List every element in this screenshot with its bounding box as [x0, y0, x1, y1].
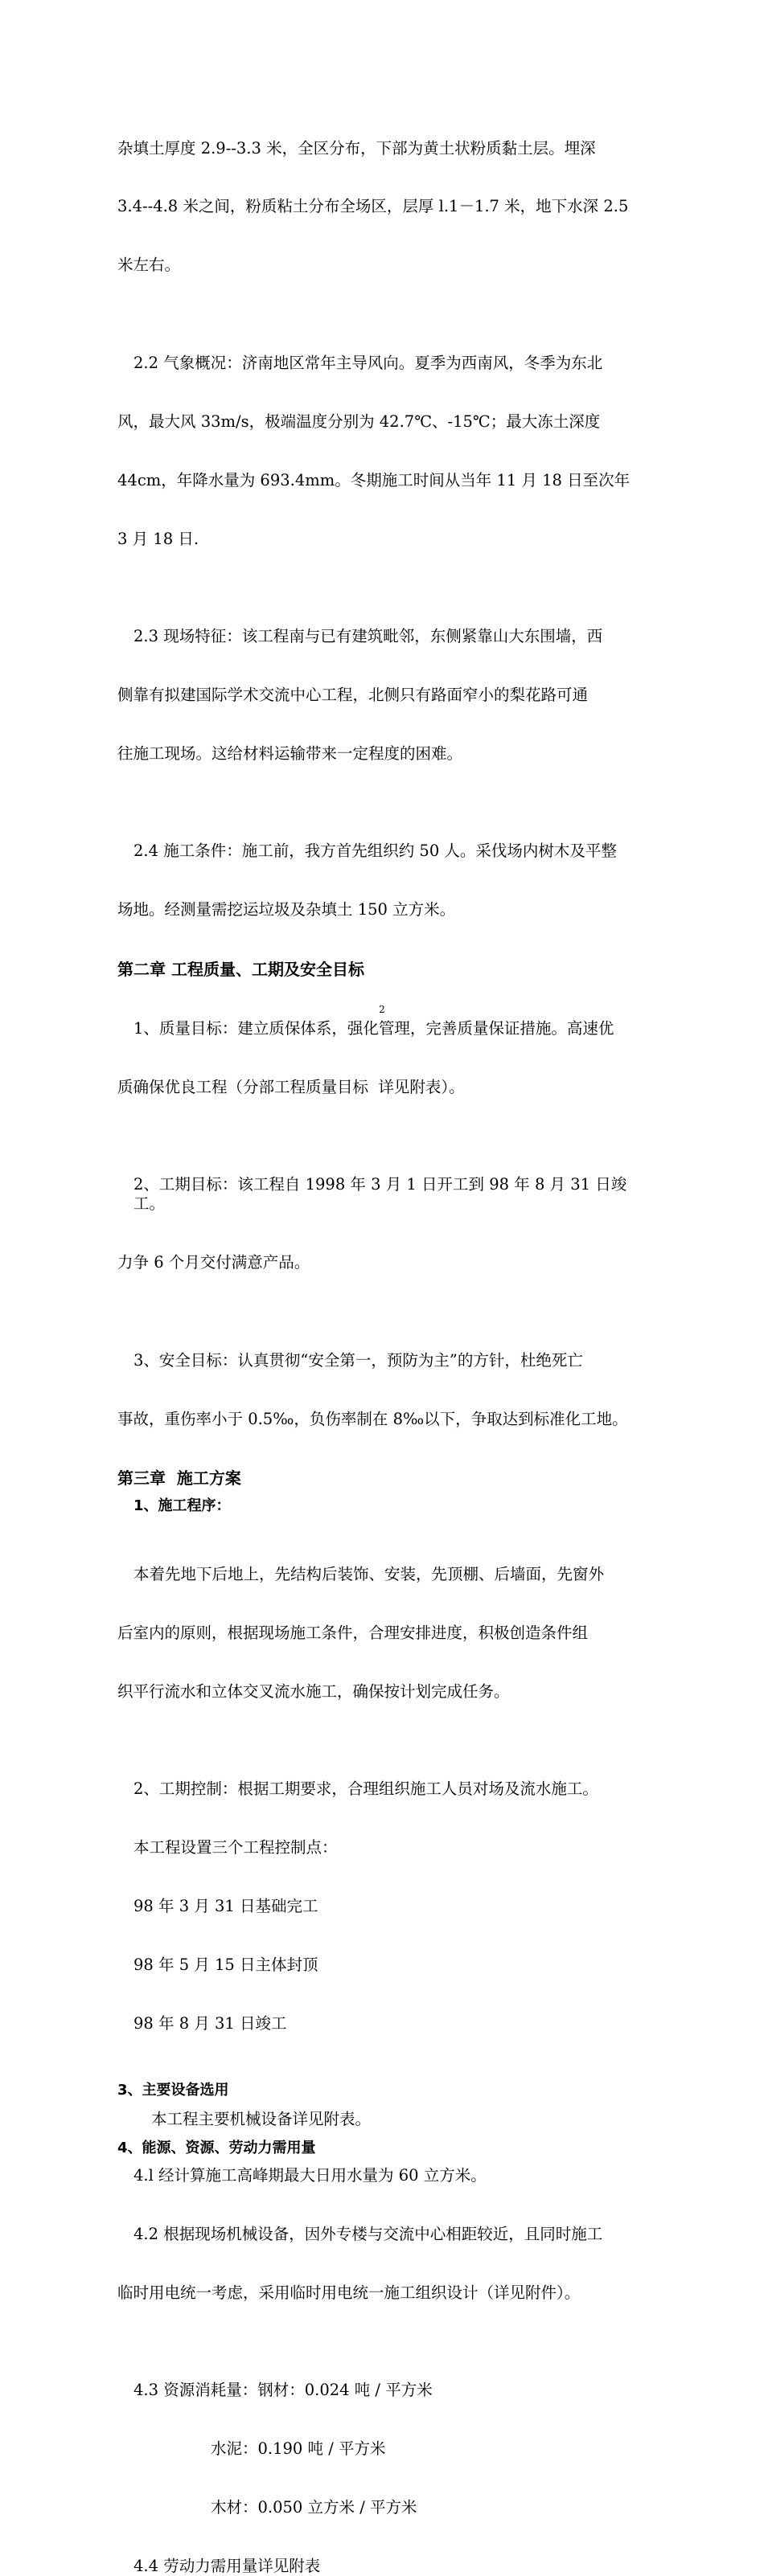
section-3-heading: 3、主要设备选用 — [117, 2081, 229, 2099]
text-line: 后室内的原则，根据现场施工条件，合理安排进度，积极创造条件组 — [117, 1623, 589, 1642]
text-line: 风，最大风 33m/s，极端温度分别为 42.7℃、-15℃；最大冻土深度 — [117, 412, 601, 431]
text-line: 事故，重伤率小于 0.5‰，负伤率制在 8‰以下，争取达到标准化工地。 — [117, 1409, 628, 1428]
text-line: 本工程设置三个工程控制点： — [133, 1838, 338, 1857]
text-line: 3.4--4.8 米之间，粉质粘土分布全场区，层厚 l.1－1.7 米，地下水深 2.5 — [117, 197, 629, 216]
text-line: 侧靠有拟建国际学术交流中心工程，北侧只有路面窄小的梨花路可通 — [117, 685, 589, 704]
paragraph-conditions — [117, 803, 655, 959]
text-line: 临时用电统一考虑，采用临时用电统一施工组织设计（详见附件）。 — [117, 2283, 581, 2302]
text-line: 2.3 现场特征：该工程南与已有建筑毗邻，东侧紧靠山大东围墙，西 — [133, 627, 603, 646]
text-line: 44cm，年降水量为 693.4mm。冬期施工时间从当年 11 月 18 日至次年 — [117, 470, 631, 489]
text-line: 水泥：0.190 吨 / 平方米 — [211, 2439, 386, 2459]
text-line: 2.4 施工条件：施工前，我方首先组织约 50 人。采伐场内树木及平整 — [133, 842, 617, 861]
text-line: 2、工期目标：该工程自 1998 年 3 月 1 日开工到 98 年 8 月 31 日竣工。 — [133, 1175, 627, 1214]
section-4-heading: 4、能源、资源、劳动力需用量 — [117, 2140, 316, 2157]
text-line: 3、安全目标：认真贯彻“安全第一，预防为主”的方针，杜绝死亡 — [133, 1350, 583, 1370]
text-line: 4.3 资源消耗量：钢材：0.024 吨 / 平方米 — [133, 2381, 433, 2400]
text-line: 场地。经测量需挖运垃圾及杂填土 150 立方米。 — [117, 900, 456, 919]
paragraph-power — [117, 2185, 655, 2341]
document-body — [117, 100, 655, 2576]
text-line: 质确保优良工程（分部工程质量目标 详见附表）。 — [117, 1077, 465, 1096]
text-line: 4.2 根据现场机械设备，因外专楼与交流中心相距较近，且同时施工 — [133, 2224, 603, 2243]
text-line: 3 月 18 日. — [117, 529, 199, 548]
paragraph-soil — [117, 100, 655, 314]
page-number: 2 — [379, 1004, 385, 1015]
text-line: 98 年 8 月 31 日竣工 — [133, 2013, 287, 2033]
text-line: 2.2 气象概况：济南地区常年主导风向。夏季为西南风，冬季为东北 — [133, 353, 603, 372]
text-line: 1、质量目标：建立质保体系，强化管理，完善质量保证措施。高速优 — [133, 1018, 614, 1038]
text-line: 98 年 5 月 15 日主体封顶 — [133, 1956, 318, 1975]
text-line: 往施工现场。这给材料运输带来一定程度的困难。 — [117, 743, 463, 763]
text-line: 力争 6 个月交付满意产品。 — [117, 1253, 310, 1272]
text-line: 杂填土厚度 2.9--3.3 米，全区分布，下部为黄土状粉质黏土层。埋深 — [117, 138, 596, 158]
paragraph-resources — [117, 2342, 655, 2557]
paragraph-climate — [117, 314, 655, 588]
paragraph-water: 4.l 经计算施工高峰期最大日用水量为 60 立方米。 — [133, 2166, 487, 2185]
paragraph-schedule-control — [117, 1741, 655, 2073]
text-line: 木材：0.050 立方米 / 平方米 — [211, 2498, 417, 2517]
paragraph-site — [117, 588, 655, 802]
text-line: 织平行流水和立体交叉流水施工，确保按计划完成任务。 — [117, 1681, 510, 1701]
paragraph-safety — [117, 1312, 655, 1468]
section-1-heading: 1、施工程序： — [133, 1497, 231, 1515]
text-line: 本着先地下后地上，先结构后装饰、安装，先顶棚、后墙面，先窗外 — [133, 1565, 605, 1584]
chapter-2-heading: 第二章 工程质量、工期及安全目标 — [117, 960, 364, 980]
paragraph-procedure — [117, 1526, 655, 1740]
paragraph-equipment: 本工程主要机械设备详见附表。 — [151, 2109, 372, 2128]
paragraph-labor: 4.4 劳动力需用量详见附表 — [133, 2557, 321, 2576]
paragraph-schedule — [117, 1136, 655, 1312]
chapter-3-heading: 第三章 施工方案 — [117, 1468, 241, 1489]
text-line: 米左右。 — [117, 256, 181, 275]
text-line: 98 年 3 月 31 日基础完工 — [133, 1897, 318, 1916]
text-line: 2、工期控制：根据工期要求，合理组织施工人员对场及流水施工。 — [133, 1779, 598, 1799]
